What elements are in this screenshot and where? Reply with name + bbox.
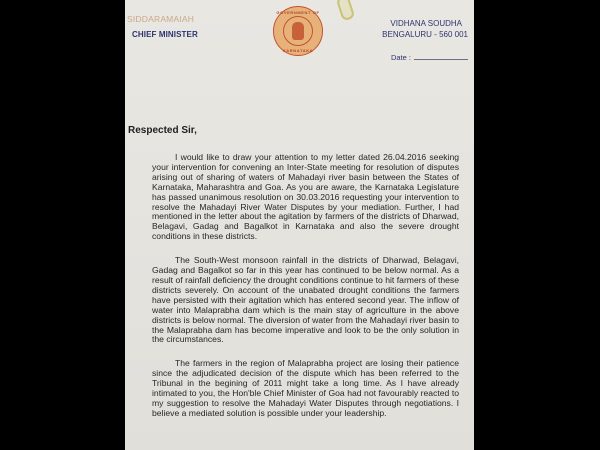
government-emblem-icon — [273, 6, 323, 56]
emblem-figure-icon — [292, 22, 304, 40]
salutation: Respected Sir, — [128, 125, 197, 136]
date-label: Date : — [390, 53, 411, 62]
letter-page — [125, 0, 474, 450]
date-field — [364, 53, 468, 62]
sender-name: SIDDARAMAIAH — [127, 14, 195, 24]
paragraph-3: The farmers in the region of Malaprabha project are losing their patience since the adjudicated decision of the dispute which has been referred to the Tribunal in the begining of 2011 might take a long time. As I have already intimated to you, the Hon'ble Chief Minister of Goa had not favourably reacted to my suggestion to resolve the Mahadayi Water Disputes through negotiations. I believe a mediated solution is possible under your leadership. — [152, 358, 459, 418]
emblem-inner-ring — [283, 16, 313, 46]
address-line-1: VIDHANA SOUDHA — [390, 19, 462, 28]
letter-body — [152, 153, 459, 433]
paragraph-2: The South-West monsoon rainfall in the districts of Dharwad, Belagavi, Gadag and Bagalkot so far in this year has continued to be below normal. As a result of rainfall deficiency the drought conditions continue to hit farmers of these districts severely. On account of the unabated drought conditions the farmers have persisted with their agitation which has entered second year. The inflow of water into Malaprabha dam which is the main stay of agriculture in the above districts is below normal. The diversion of water from the Mahadayi river basin to the Malaprabha dam has become imperative and look to be the only solution in the circumstances. — [152, 255, 459, 345]
sender-title: CHIEF MINISTER — [132, 30, 198, 39]
date-blank-line — [414, 53, 468, 60]
letterhead-address — [364, 18, 474, 62]
letterhead-sender — [125, 14, 235, 39]
emblem-top-text: GOVERNMENT OF — [276, 10, 320, 15]
emblem-bottom-text: KARNATAKA — [282, 48, 314, 53]
paperclip-icon — [336, 0, 356, 21]
paragraph-1: I would like to draw your attention to my letter dated 26.04.2016 seeking your intervention for convening an Inter-State meeting for resolution of disputes arising out of sharing of waters of Mahadayi river basin between the States of Karnataka, Maharashtra and Goa. As you are aware, the Karnataka Legislature has passed unanimous resolution on 30.03.2016 requesting your intervention to resolve the Mahadayi River Water Disputes by your mediation. Further, I had mentioned in the letter about the agitation by farmers of the districts of Dharwad, Belagavi, Gadag and Bagalkot in Karnataka and also the severe drought conditions in these districts. — [152, 152, 459, 242]
address-line-2: BENGALURU - 560 001 — [382, 30, 468, 39]
